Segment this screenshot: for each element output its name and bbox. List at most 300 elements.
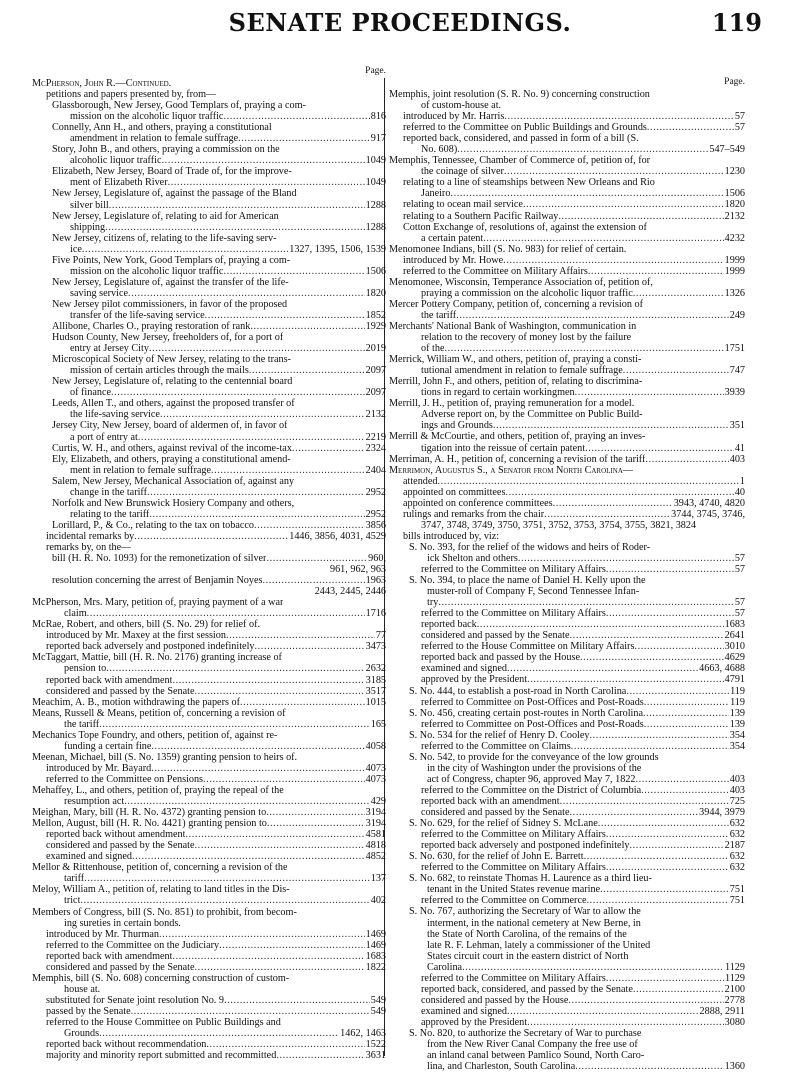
- index-entry: [32, 487, 386, 498]
- index-entry: [32, 851, 386, 862]
- index-entry: [389, 233, 745, 244]
- entry-text: referred to the Committee on Military Affairs: [421, 862, 606, 874]
- entry-text: Menomonee, Wisconsin, Temperance Association of, petition of,: [389, 276, 653, 288]
- dot-leader: [606, 862, 729, 873]
- index-entry: [32, 310, 386, 321]
- dot-leader: [99, 719, 370, 730]
- entry-text: McRae, Robert, and others, bill (S. No. 29) for relief of.: [32, 619, 261, 631]
- index-entry: [389, 829, 745, 840]
- page-reference: 1360: [724, 1061, 745, 1073]
- index-entry: [389, 222, 745, 233]
- dot-leader: [457, 144, 708, 155]
- page-number: 119: [711, 8, 762, 37]
- dot-leader: [493, 420, 729, 431]
- entry-text: Merchants' National Bank of Washington, communication in: [389, 320, 637, 332]
- page-reference: 1852: [365, 309, 386, 321]
- dot-leader: [149, 509, 364, 520]
- index-entry: [389, 984, 745, 995]
- index-entry: [32, 233, 386, 244]
- dot-leader: [131, 1006, 370, 1017]
- dot-leader: [161, 155, 364, 166]
- entry-text: interment, in the national cemetery at New Berne, in: [427, 917, 641, 929]
- index-entry: [32, 299, 386, 310]
- dot-leader: [527, 674, 724, 685]
- index-entry: [389, 785, 745, 796]
- page-reference: 57: [734, 111, 745, 123]
- page-reference: 2641: [724, 630, 745, 642]
- page-reference: 403: [729, 773, 745, 785]
- index-entry: [389, 719, 745, 730]
- index-entry: [389, 365, 745, 376]
- index-entry: [32, 564, 386, 575]
- page-reference: 3517: [365, 685, 386, 697]
- dot-leader: [438, 597, 733, 608]
- entry-text: McTaggart, Mattie, bill (H. R. No. 2176) granting increase of: [32, 652, 282, 664]
- entry-text: the life-saving service: [70, 409, 160, 421]
- dot-leader: [587, 895, 729, 906]
- entry-text: pension to: [64, 663, 107, 675]
- index-entry: [389, 586, 745, 597]
- entry-text: No. 608): [421, 144, 458, 156]
- page-reference: 403: [729, 784, 745, 796]
- dot-leader: [111, 387, 365, 398]
- index-entry: [32, 166, 386, 177]
- index-entry: [32, 89, 386, 100]
- index-entry: [32, 188, 386, 199]
- dot-leader: [223, 266, 364, 277]
- page-column-label: Page.: [365, 66, 386, 76]
- entry-text: reported back with amendment: [46, 950, 173, 962]
- dot-leader: [634, 641, 723, 652]
- dot-leader: [266, 807, 364, 818]
- dot-leader: [149, 343, 365, 354]
- entry-text: States circuit court in the eastern district of North: [427, 950, 629, 962]
- index-entry: [389, 1028, 745, 1039]
- dot-leader: [504, 166, 724, 177]
- page-reference: 2952: [365, 508, 386, 520]
- entry-text: reported back, considered, and passed by the Senate: [421, 983, 633, 995]
- page-reference: 1999: [724, 254, 745, 266]
- index-entry: [389, 1017, 745, 1028]
- page-reference: 2097: [365, 387, 386, 399]
- page-reference: 632: [729, 818, 745, 830]
- entry-text: referred to the Committee on Public Buildings and Grounds: [403, 122, 647, 134]
- dot-leader: [647, 122, 734, 133]
- dot-leader: [84, 873, 370, 884]
- right-column: [389, 66, 745, 1072]
- dot-leader: [580, 652, 724, 663]
- entry-text: relating to a Southern Pacific Railway: [403, 210, 559, 222]
- entry-text: referred to the Committee on the District of Columbia: [421, 784, 642, 796]
- dot-leader: [544, 509, 670, 520]
- index-entry: [32, 907, 386, 918]
- dot-leader: [240, 697, 365, 708]
- page-reference: 1469: [365, 939, 386, 951]
- entry-text: Grounds: [64, 1028, 100, 1040]
- dot-leader: [172, 675, 364, 686]
- entry-text: of the: [421, 343, 445, 355]
- index-entry: [32, 1028, 386, 1039]
- entry-text: bills introduced by, viz:: [403, 530, 500, 542]
- index-entry: [32, 918, 386, 929]
- entry-text: referred to Committee on Post-Offices and Post-Roads: [421, 718, 644, 730]
- dot-leader: [109, 200, 365, 211]
- entry-text: Hudson County, New Jersey, freeholders of, for a port of: [52, 332, 284, 344]
- left-column: [32, 66, 386, 1061]
- index-entry: [32, 376, 386, 387]
- index-entry: [389, 697, 745, 708]
- index-entry: [389, 796, 745, 807]
- index-entry: [389, 409, 745, 420]
- page-reference: 816: [370, 111, 386, 123]
- index-entry: [32, 520, 386, 531]
- page-reference: 57: [734, 552, 745, 564]
- dot-leader: [477, 619, 724, 630]
- index-entry: [32, 288, 386, 299]
- index-entry: [32, 973, 386, 984]
- entry-text: Meloy, William A., petition of, relating to land titles in the Dis-: [32, 884, 290, 896]
- dot-leader: [584, 851, 729, 862]
- page-reference: 1129: [725, 972, 745, 984]
- entry-text: reported back with amendment: [46, 674, 173, 686]
- entry-text: of finance: [70, 387, 112, 399]
- dot-leader: [262, 575, 364, 586]
- entry-text: reported back adversely and postponed indefinitely: [421, 840, 630, 852]
- entry-text: house at.: [64, 983, 101, 995]
- entry-text: appointed on conference committees: [403, 497, 553, 509]
- index-entry: [389, 630, 745, 641]
- entry-text: Mehaffey, L., and others, petition of, praying the repeal of the: [32, 785, 284, 796]
- index-entry: [32, 100, 386, 111]
- page-reference: 1999: [724, 265, 745, 277]
- page-reference: 1683: [724, 619, 745, 631]
- dot-leader: [206, 1039, 364, 1050]
- page-reference: 1129: [725, 961, 745, 973]
- index-entry: [32, 608, 386, 619]
- page-reference: 4629: [724, 652, 745, 664]
- page-reference: 3943, 4740, 4820: [673, 497, 745, 509]
- index-entry: [389, 763, 745, 774]
- index-entry: [389, 509, 745, 520]
- dot-leader: [575, 387, 724, 398]
- page-reference: 1822: [365, 961, 386, 973]
- page-reference: 4818: [365, 840, 386, 852]
- dot-leader: [254, 520, 365, 531]
- entry-text: introduced by Mr. Thurman: [46, 928, 159, 940]
- page-reference: 1288: [365, 221, 386, 233]
- index-entry: [389, 553, 745, 564]
- index-entry: [389, 343, 745, 354]
- dot-leader: [249, 365, 365, 376]
- dot-leader: [226, 630, 375, 641]
- entry-text: McPherson, John R.—Continued.: [32, 78, 172, 89]
- entry-text: Salem, New Jersey, Mechanical Association of, against any: [52, 475, 295, 487]
- page-reference: 1469: [365, 928, 386, 940]
- index-entry: [389, 575, 745, 586]
- dot-leader: [585, 443, 734, 454]
- index-entry: [389, 420, 745, 431]
- index-entry: [32, 266, 386, 277]
- entry-text: funding a certain fine: [64, 740, 152, 752]
- index-entry: [389, 288, 745, 299]
- index-entry: [32, 144, 386, 155]
- page-column-label: Page.: [724, 77, 745, 87]
- index-entry: [389, 277, 745, 288]
- dot-leader: [643, 708, 729, 719]
- page-reference: 1049: [365, 155, 386, 167]
- entry-text: Elizabeth, New Jersey, Board of Trade of, for the improve-: [52, 166, 292, 178]
- index-entry: [389, 398, 745, 409]
- dot-leader: [172, 951, 364, 962]
- dot-leader: [590, 730, 729, 741]
- index-entry: [389, 807, 745, 818]
- entry-text: relation to the recovery of money lost by the failure: [421, 332, 632, 344]
- index-entry: [389, 487, 745, 498]
- dot-leader: [588, 266, 724, 277]
- dot-leader: [224, 995, 370, 1006]
- index-entry: [32, 940, 386, 951]
- dot-leader: [80, 895, 369, 906]
- index-entry: [389, 951, 745, 962]
- page-reference: 725: [729, 796, 745, 807]
- dot-leader: [503, 255, 723, 266]
- page-reference: 57: [734, 597, 745, 609]
- entry-text: Means, Russell & Means, petition of, concerning a revision of: [32, 707, 286, 719]
- page-reference: 549: [370, 994, 386, 1006]
- dot-leader: [568, 995, 723, 1006]
- left-index-entries: [32, 78, 386, 1061]
- entry-text: New Jersey pilot commissioners, in favor of the proposed: [52, 298, 288, 310]
- index-entry: [389, 354, 745, 365]
- index-entry: [32, 774, 386, 785]
- dot-leader: [606, 564, 734, 575]
- entry-text: reported back adversely and postponed indefinitely: [46, 641, 255, 653]
- index-entry: [32, 387, 386, 398]
- entry-text: transfer of the life-saving service: [70, 309, 205, 321]
- index-entry: [389, 520, 745, 531]
- page-reference: 2100: [724, 983, 745, 995]
- page-reference: 1751: [724, 343, 745, 355]
- entry-text: claim: [64, 608, 87, 620]
- index-entry: [389, 188, 745, 199]
- entry-text: Mellon, August, bill (H. R. No. 4421) granting pension to: [32, 818, 267, 830]
- index-entry: [32, 884, 386, 895]
- index-entry: [389, 1006, 745, 1017]
- page-reference: 547–549: [709, 144, 745, 156]
- entry-text: referred to the Committee on Military Affairs: [421, 829, 606, 841]
- entry-text: Norfolk and New Brunswick Hosiery Company and others,: [52, 497, 295, 509]
- page-reference: 3080: [724, 1016, 745, 1028]
- index-entry: [32, 641, 386, 652]
- page-reference: 1820: [365, 287, 386, 299]
- page-reference: 1506: [365, 265, 386, 277]
- entry-text: reported back with an amendment: [421, 796, 560, 807]
- index-entry: [32, 686, 386, 697]
- index-entry: [32, 365, 386, 376]
- dot-leader: [644, 697, 729, 708]
- entry-text: examined and signed: [46, 851, 133, 863]
- dot-leader: [560, 796, 729, 807]
- index-entry: [32, 398, 386, 409]
- index-entry: [389, 155, 745, 166]
- entry-text: referred to the Committee on the Judiciary: [46, 939, 220, 951]
- dot-leader: [644, 719, 729, 730]
- page-reference: 57: [734, 122, 745, 134]
- page-reference: 2324: [365, 442, 386, 454]
- index-entry: [389, 89, 745, 100]
- page-reference: 1683: [365, 950, 386, 962]
- index-entry: [32, 675, 386, 686]
- dot-leader: [623, 365, 729, 376]
- index-entry: [32, 465, 386, 476]
- index-entry: [389, 498, 745, 509]
- index-entry: [389, 663, 745, 674]
- entry-text: incidental remarks by: [46, 530, 135, 542]
- entry-text: Meighan, Mary, bill (H. R. No. 4372) granting pension to: [32, 807, 267, 819]
- entry-text: shipping: [70, 221, 106, 233]
- entry-text: relating to a line of steamships between New Orleans and Rio: [403, 177, 655, 189]
- index-entry: [32, 785, 386, 796]
- dot-leader: [195, 962, 365, 973]
- entry-text: ings and Grounds: [421, 420, 493, 432]
- page-reference: 57: [734, 564, 745, 576]
- page-reference: 4852: [365, 851, 386, 863]
- entry-text: attended: [403, 475, 438, 487]
- page-reference: 1522: [365, 1039, 386, 1051]
- entry-text: silver bill: [70, 199, 109, 211]
- page-reference: 1963: [365, 575, 386, 587]
- dot-leader: [527, 1017, 724, 1028]
- entry-text: entry at Jersey City: [70, 343, 149, 355]
- entry-text: considered and passed by the Senate: [46, 685, 195, 697]
- entry-text: Leeds, Allen T., and others, against the proposed transfer of: [52, 398, 295, 410]
- dot-leader: [438, 476, 739, 487]
- page-reference: 3194: [365, 818, 386, 830]
- dot-leader: [151, 763, 364, 774]
- index-entry: [32, 984, 386, 995]
- dot-leader: [195, 686, 365, 697]
- entry-text: considered and passed by the Senate: [46, 961, 195, 973]
- entry-text: late R. F. Lehman, lately a commissioner of the United: [427, 939, 651, 951]
- dot-leader: [99, 1028, 339, 1039]
- entry-text: saving service: [70, 287, 128, 299]
- page-reference: 1: [739, 475, 745, 487]
- index-entry: [32, 122, 386, 133]
- index-entry: [389, 531, 745, 542]
- dot-leader: [219, 940, 364, 951]
- entry-text: New Jersey, Legislature of, relating to the centennial board: [52, 376, 293, 388]
- entry-text: S. No. 629, for the relief of Sidney S. McLane: [409, 818, 598, 830]
- page-reference: 165: [370, 718, 386, 730]
- index-entry: [389, 1050, 745, 1061]
- entry-text: lina, and Charleston, South Carolina: [427, 1061, 576, 1073]
- index-entry: [32, 200, 386, 211]
- dot-leader: [195, 840, 365, 851]
- dot-leader: [507, 663, 698, 674]
- index-entry: [32, 211, 386, 222]
- entry-text: Merrill, John F., and others, petition of, relating to discrimina-: [389, 376, 643, 388]
- page-reference: 1446, 3856, 4031, 4529: [289, 530, 386, 542]
- page-reference: 1820: [724, 199, 745, 211]
- entry-text: Five Points, New York, Good Templars of, praying a com-: [52, 254, 291, 266]
- dot-leader: [598, 818, 729, 829]
- entry-text: referred to the Committee on Military Affairs: [421, 564, 606, 576]
- dot-leader: [211, 465, 365, 476]
- index-entry: [32, 177, 386, 188]
- entry-text: the tariff: [64, 718, 100, 730]
- entry-text: in the city of Washington under the provisions of the: [427, 762, 642, 774]
- entry-text: trict: [64, 895, 81, 907]
- entry-text: considered and passed by the House: [421, 994, 569, 1006]
- dot-leader: [606, 608, 734, 619]
- entry-text: S. No. 444, to establish a post-road in North Carolina: [409, 685, 627, 697]
- index-entry: [32, 277, 386, 288]
- entry-text: tariff: [64, 873, 85, 885]
- dot-leader: [238, 133, 370, 144]
- dot-leader: [87, 608, 365, 619]
- entry-text: the coinage of silver: [421, 166, 504, 178]
- entry-text: introduced by Mr. Howe: [403, 254, 504, 266]
- index-entry: [389, 873, 745, 884]
- index-entry: [389, 840, 745, 851]
- entry-text: resumption act: [64, 796, 125, 808]
- page-title: SENATE PROCEEDINGS.: [228, 8, 572, 37]
- index-entry: [32, 995, 386, 1006]
- entry-text: referred to Committee on Post-Offices and Post-Roads: [421, 696, 644, 708]
- page-reference: 3473: [365, 641, 386, 653]
- entry-text: referred to the Committee on Military Affairs: [421, 972, 606, 984]
- index-entry: [32, 895, 386, 906]
- index-entry: [32, 807, 386, 818]
- index-entry: [389, 818, 745, 829]
- index-entry: [389, 199, 745, 210]
- index-entry: [389, 619, 745, 630]
- index-entry: [389, 476, 745, 487]
- index-entry: [32, 741, 386, 752]
- dot-leader: [606, 973, 724, 984]
- dot-leader: [645, 454, 728, 465]
- dot-leader: [106, 663, 364, 674]
- entry-text: S. No. 630, for the relief of John E. Barrett: [409, 851, 584, 863]
- page-reference: 57: [734, 608, 745, 620]
- entry-text: tigation into the reissue of certain patent: [421, 442, 586, 454]
- index-entry: [389, 376, 745, 387]
- entry-text: of custom-house at.: [421, 100, 502, 112]
- index-entry: [389, 321, 745, 332]
- index-entry: [389, 564, 745, 575]
- index-entry: [32, 796, 386, 807]
- entry-text: S. No. 456, creating certain post-routes in North Carolina: [409, 707, 643, 719]
- index-entry: [32, 409, 386, 420]
- entry-text: referred to the Committee on Military Affairs: [403, 265, 588, 277]
- index-entry: [32, 321, 386, 332]
- entry-text: introduced by Mr. Harris: [403, 111, 505, 123]
- index-entry: [389, 122, 745, 133]
- dot-leader: [292, 443, 365, 454]
- index-entry: [32, 586, 386, 597]
- dot-leader: [267, 818, 365, 829]
- entry-text: Lorillard, P., & Co., relating to the tax on tobacco: [52, 519, 255, 531]
- index-entry: [32, 133, 386, 144]
- dot-leader: [600, 884, 729, 895]
- entry-text: muster-roll of Company F, Second Tennessee Infan-: [427, 586, 640, 598]
- entry-text: Cotton Exchange of, resolutions of, against the extension of: [403, 221, 647, 233]
- index-entry: [32, 1039, 386, 1050]
- page-reference: 2219: [365, 431, 386, 443]
- entry-text: resolution concerning the arrest of Benjamin Noyes: [52, 575, 263, 587]
- entry-text: mission of certain articles through the mails: [70, 365, 249, 377]
- page-reference: 2187: [724, 840, 745, 852]
